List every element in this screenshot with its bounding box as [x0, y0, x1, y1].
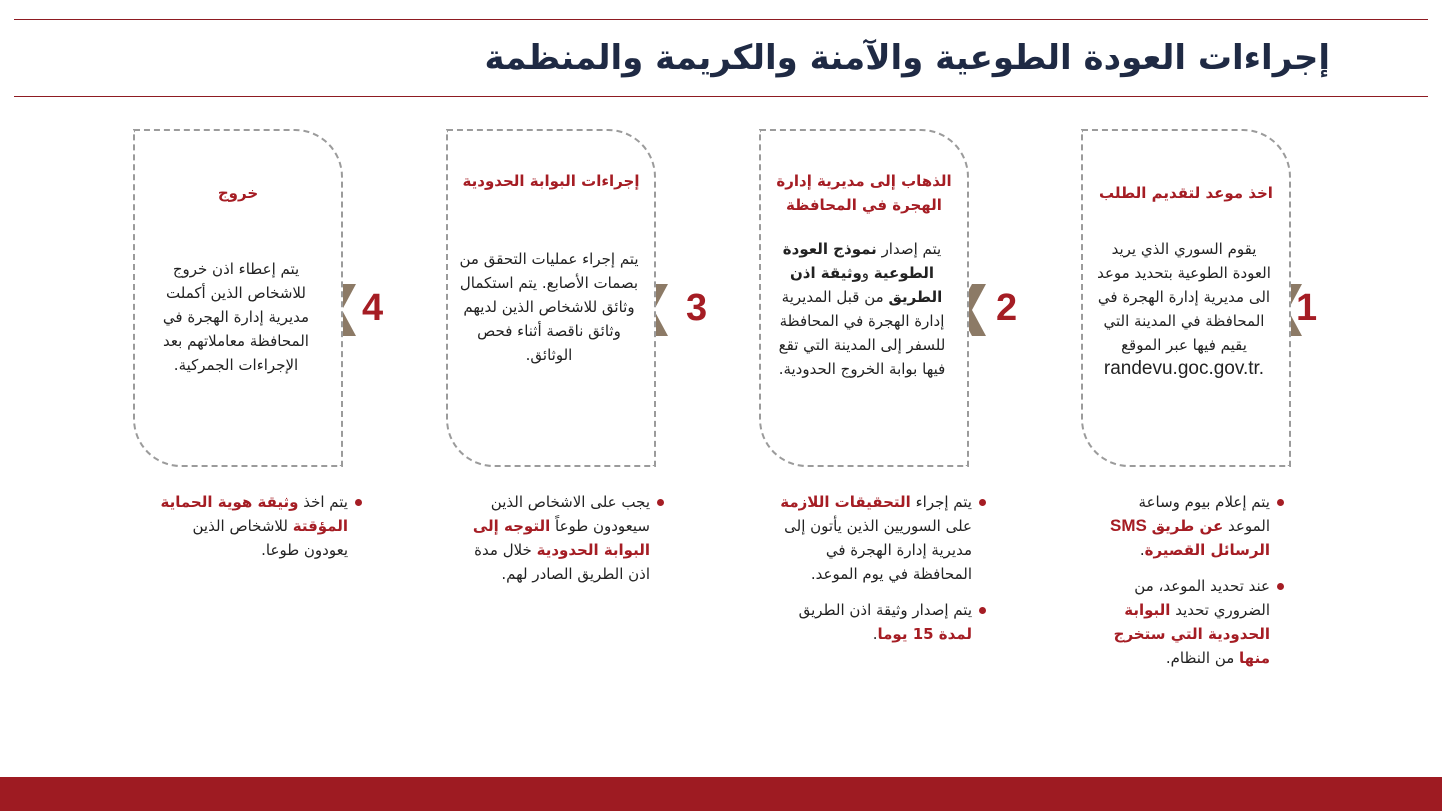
step-number: 4: [362, 287, 384, 329]
step-card: [446, 129, 656, 467]
bullet-icon: [1277, 583, 1284, 590]
step-title: خروج: [217, 184, 259, 202]
step-notes: [152, 490, 362, 574]
bullet-icon: [979, 607, 986, 614]
top-divider: [14, 19, 1428, 20]
step-body-text: يقوم السوري الذي يريد العودة الطوعية بتحديد موعد الى مديرية إدارة الهجرة في المحافظة في المدينة التي يقيم فيها عبر الموقع: [1097, 240, 1271, 354]
note-item: يتم إجراء التحقيقات اللازمة على السوريين الذين يأتون إلى مديرية إدارة الهجرة في المحافظة في يوم الموعد.: [766, 490, 986, 586]
step-title: الذهاب إلى مديرية إدارة الهجرة في المحافظة: [776, 172, 952, 214]
bullet-icon: [355, 499, 362, 506]
footer-bar: [0, 777, 1442, 811]
step-title: اخذ موعد لتقديم الطلب: [1099, 184, 1273, 202]
step-body: يتم إعطاء اذن خروج للاشخاص الذين أكملت مديرية إدارة الهجرة في المحافظة معاملاتهم بعد الإجراءات الجمركية.: [162, 260, 310, 374]
step-card: [1081, 129, 1291, 467]
step-notes: [454, 490, 664, 598]
step-notes: [766, 490, 986, 658]
step-title: إجراءات البوابة الحدودية: [462, 172, 640, 190]
bullet-icon: [1277, 499, 1284, 506]
step-body: [1093, 237, 1275, 381]
step-card: [759, 129, 969, 467]
note-item: يتم إصدار وثيقة اذن الطريق لمدة 15 يوما.: [766, 598, 986, 646]
page-title: إجراءات العودة الطوعية والآمنة والكريمة والمنظمة: [484, 38, 1330, 78]
bullet-icon: [657, 499, 664, 506]
step-number: 1: [1296, 287, 1318, 329]
note-item: يتم اخذ وثيقة هوية الحماية المؤقتة للاشخاص الذين يعودون طوعا.: [152, 490, 362, 562]
step-number: 3: [686, 287, 708, 329]
note-item: يجب على الاشخاص الذين سيعودون طوعاً التوجه إلى البوابة الحدودية خلال مدة اذن الطريق الصادر لهم.: [454, 490, 664, 586]
step-body: يتم إصدار نموذج العودة الطوعية ووثيقة اذن الطريق من قبل المديرية إدارة الهجرة في المحافظة للسفر إلى المدينة التي تقع فيها بوابة الخروج الحدودية.: [778, 240, 946, 378]
step-number: 2: [996, 287, 1018, 329]
note-item: يتم إعلام بيوم وساعة الموعد عن طريق SMS الرسائل القصيرة.: [1102, 490, 1284, 562]
step-card: [133, 129, 343, 467]
title-divider: [14, 96, 1428, 97]
step-notes: [1102, 490, 1284, 682]
step-body: يتم إجراء عمليات التحقق من بصمات الأصابع. يتم استكمال وثائق للاشخاص الذين لديهم وثائق ناقصة أثناء فحص الوثائق.: [459, 250, 639, 364]
note-item: عند تحديد الموعد، من الضروري تحديد البوابة الحدودية التي ستخرج منها من النظام.: [1102, 574, 1284, 670]
website-link[interactable]: randevu.goc.gov.tr.: [1103, 358, 1265, 379]
bullet-icon: [979, 499, 986, 506]
